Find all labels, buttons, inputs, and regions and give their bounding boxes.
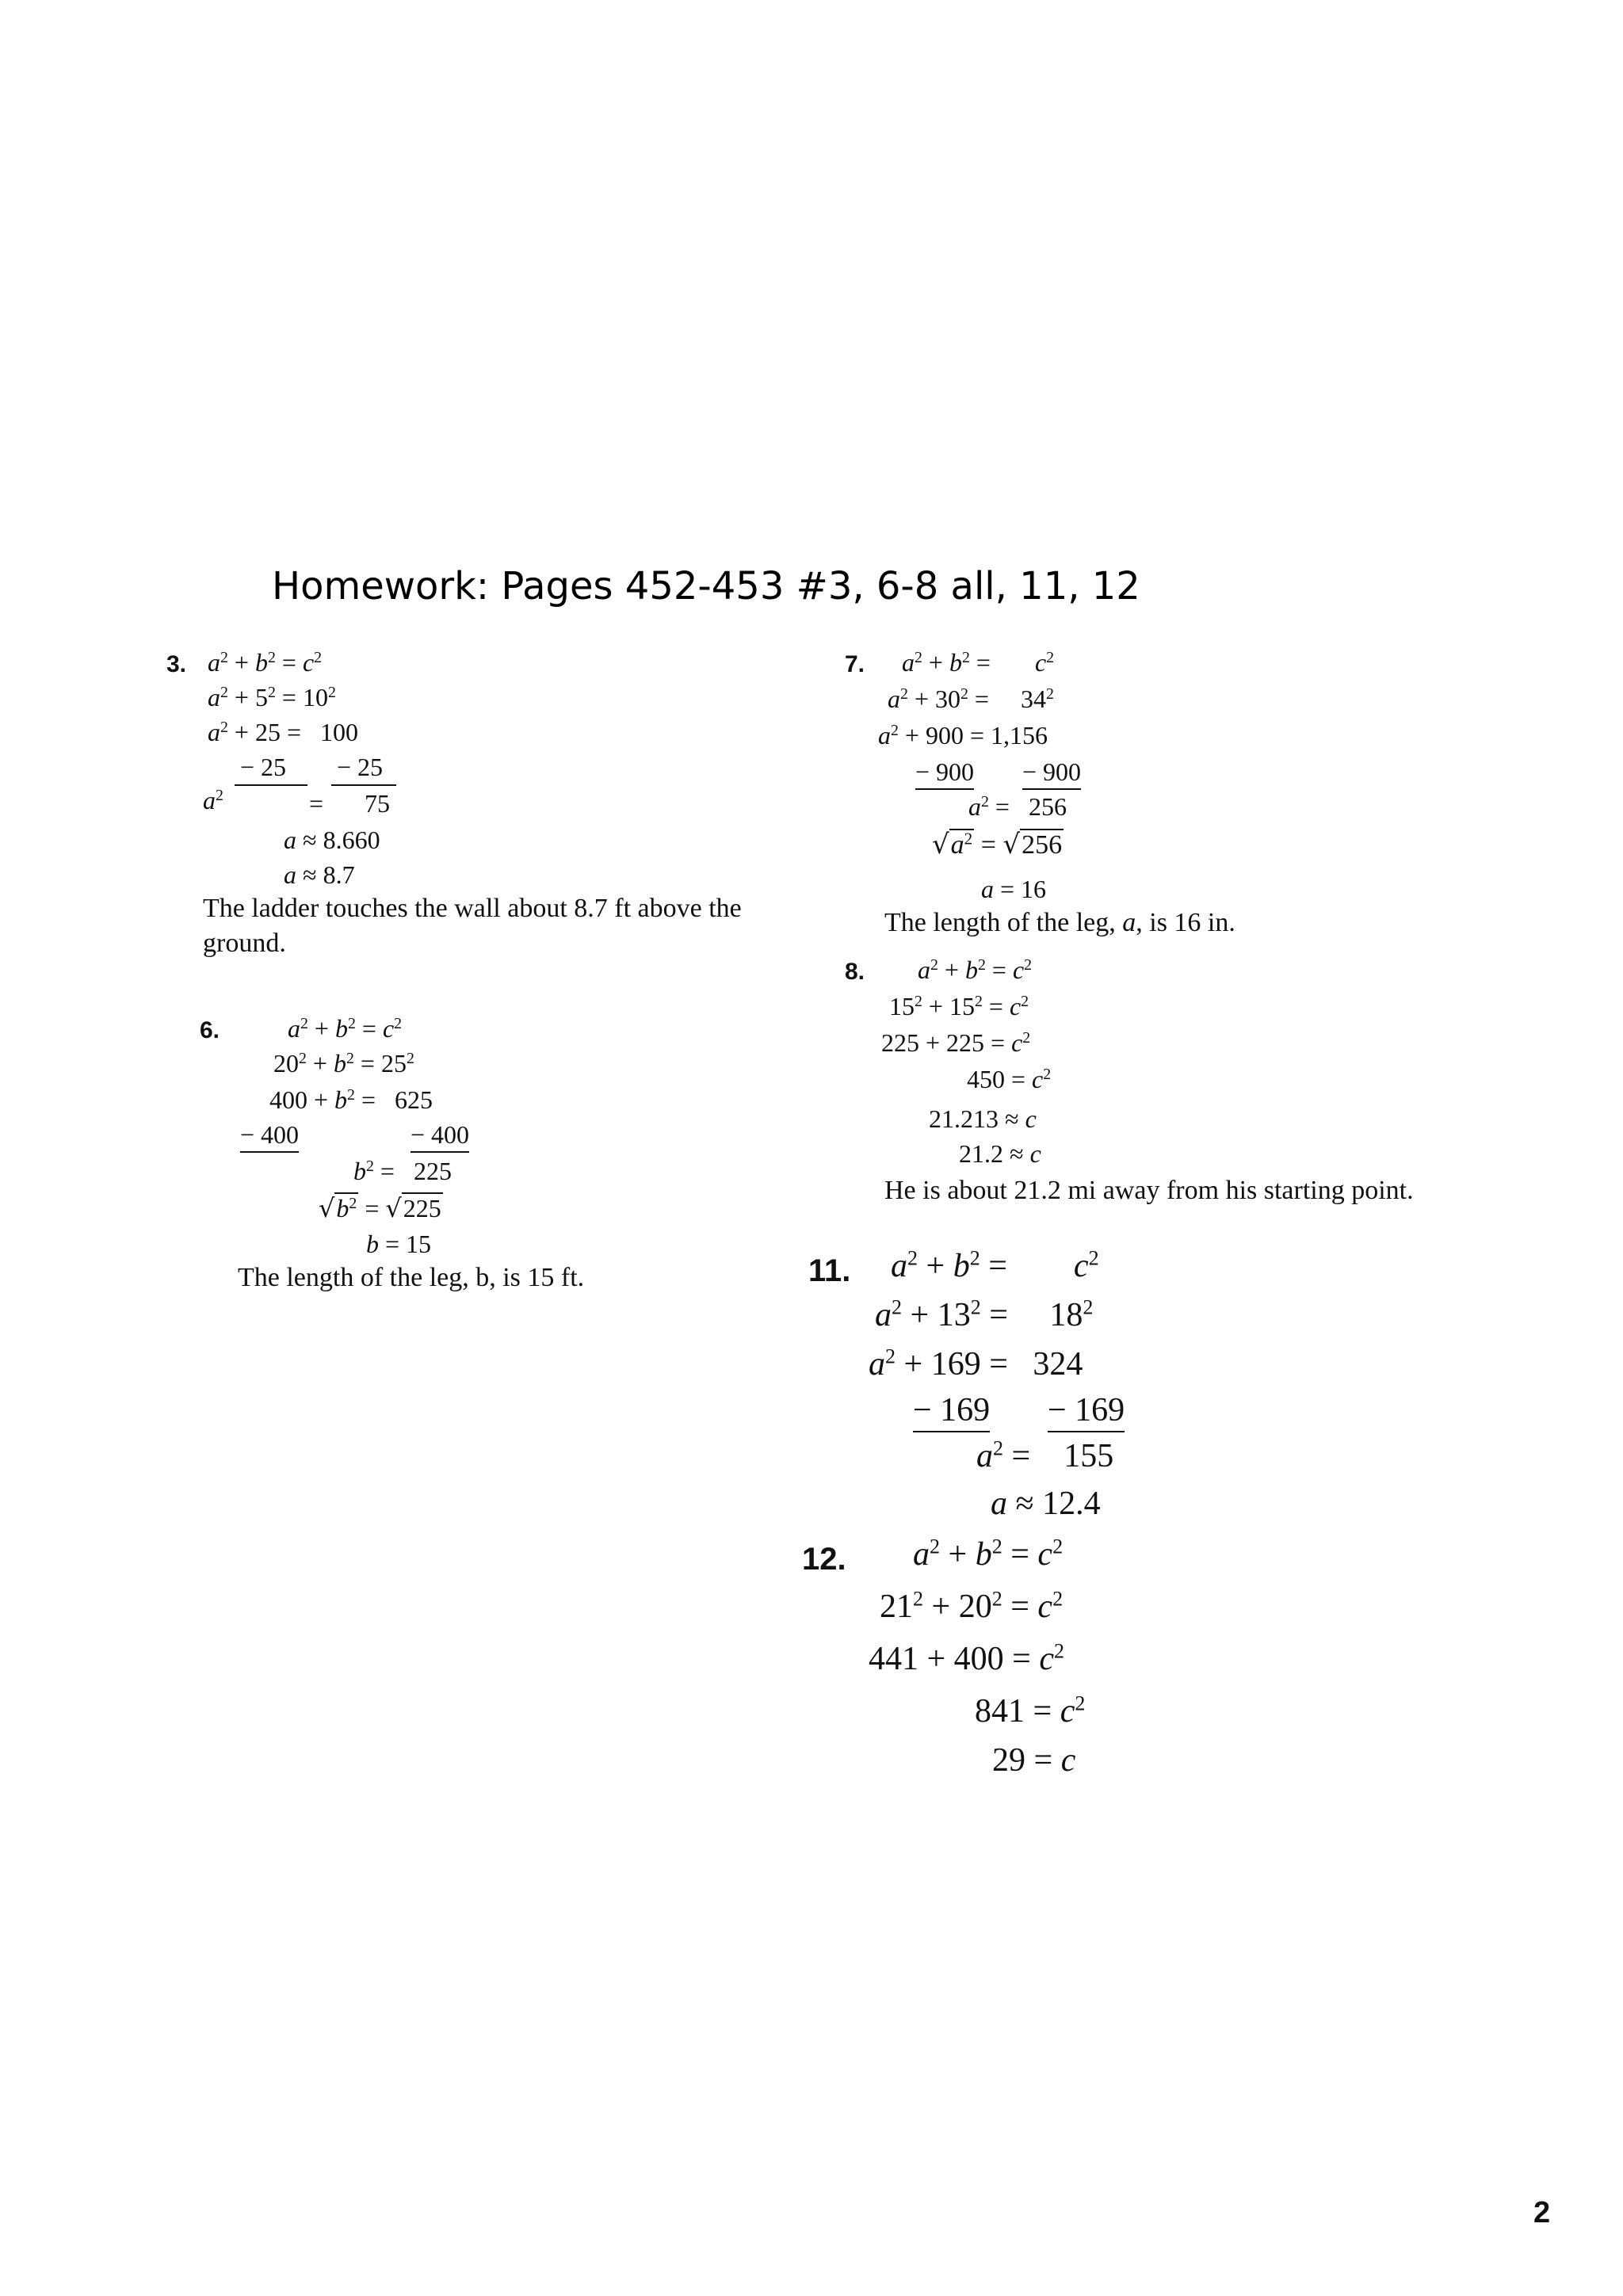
p11-approx-value: 12.4 xyxy=(1042,1486,1101,1522)
p3-rule-right xyxy=(331,784,396,786)
p3-subtract-left: − 25 xyxy=(240,753,287,781)
p7-a-squared: $a^2 = 256$ xyxy=(968,792,1067,821)
p3-value-75: 75 xyxy=(365,789,390,818)
p12-equation-1: $a^2 + b^2 = c^2$ xyxy=(913,1535,1064,1573)
p6-sqrt-left: $√b^2$ xyxy=(319,1193,357,1223)
p6-value-225: 225 xyxy=(413,1157,452,1185)
p6-subtract-right-text: − 400 xyxy=(411,1120,469,1153)
p3-approx-1: a ≈ 8.660 xyxy=(284,826,380,854)
p6-equation-3: $400 + b^2 = 625$ xyxy=(269,1085,433,1114)
problem-8-number: 8. xyxy=(845,959,865,985)
p3-sentence-line-1: The ladder touches the wall about 8.7 ft above the xyxy=(203,894,742,923)
p6-sqrt-right: √225 xyxy=(385,1193,441,1223)
p7-equation-3: $a^2 + 900 = 1,156$ xyxy=(878,721,1048,749)
p7-equation-2: $a^2 + 30^2$ = $34^2$ xyxy=(888,685,1054,713)
p12-equation-4: $841 = c^2$ xyxy=(975,1691,1086,1730)
p3-equation-2: $a^2 + 5^2 = 10^2$ xyxy=(208,683,336,711)
p3-subtract-right: − 25 xyxy=(337,753,384,781)
p11-equation-2: $a^2 + 13^2$ = $18^2$ xyxy=(875,1295,1094,1333)
p12-equation-3: $441 + 400 = c^2$ xyxy=(869,1639,1065,1677)
p11-equation-1: $a^2 + b^2$ = $c^2$ xyxy=(891,1246,1099,1284)
problem-3-number: 3. xyxy=(166,651,187,677)
p12-result-value: 29 xyxy=(992,1742,1025,1779)
p3-approx-1-value: 8.660 xyxy=(323,826,380,854)
p7-subtract-right-text: − 900 xyxy=(1022,757,1081,790)
p8-approx-1: 21.213 ≈ c xyxy=(929,1104,1037,1133)
p8-value-450: 450 xyxy=(967,1065,1005,1093)
p3-sentence-line-2: ground. xyxy=(203,929,286,958)
p12-equation-2: $21^2 + 20^2 = c^2$ xyxy=(880,1587,1064,1625)
p11-value-324: 324 xyxy=(1033,1346,1083,1383)
p8-equation-2: $15^2 + 15^2 = c^2$ xyxy=(889,992,1029,1020)
page-number: 2 xyxy=(1533,2196,1551,2229)
p7-subtract-right xyxy=(1022,757,1081,790)
p6-value-625: 625 xyxy=(395,1085,433,1114)
problem-6-number: 6. xyxy=(200,1017,220,1043)
p7-sentence: The length of the leg, a, is 16 in. xyxy=(884,908,1235,937)
p8-sentence: He is about 21.2 mi away from his starting point. xyxy=(884,1176,1414,1205)
p7-result: a = 16 xyxy=(981,875,1047,903)
p6-subtract-right xyxy=(411,1120,469,1153)
p6-equation-1: $a^2 + b^2 = c^2$ xyxy=(288,1014,403,1043)
p8-equation-4: $450 = c^2$ xyxy=(967,1065,1052,1093)
p8-equation-1: $a^2 + b^2 = c^2$ xyxy=(918,955,1033,984)
p8-equation-3: $225 + 225 = c^2$ xyxy=(881,1028,1031,1057)
p11-subtract-left xyxy=(913,1391,990,1432)
p3-approx-2-value: 8.7 xyxy=(323,860,355,889)
p11-subtract-left-text: − 169 xyxy=(913,1391,990,1432)
p11-subtract-right xyxy=(1048,1391,1125,1432)
p8-approx-2-value: 21.2 xyxy=(959,1139,1003,1168)
p12-value-841: 841 xyxy=(975,1693,1025,1730)
problem-7-number: 7. xyxy=(845,651,865,677)
p6-equation-2: $20^2 + b^2 = 25^2$ xyxy=(273,1049,414,1077)
p3-equation-1: $a^2 + b^2 = c^2$ xyxy=(208,648,323,677)
p7-equation-1: $a^2 + b^2$ = $c^2$ xyxy=(902,648,1055,677)
p12-result: 29 = c xyxy=(992,1742,1076,1779)
p6-sqrt-line: $√b^2 = √225$ xyxy=(319,1193,441,1223)
problem-12-number: 12. xyxy=(802,1542,846,1577)
p7-value-1156: 1,156 xyxy=(991,721,1048,749)
p3-approx-2: a ≈ 8.7 xyxy=(284,860,355,889)
p7-sqrt-right: √256 xyxy=(1002,829,1063,860)
p3-a-squared: $a^2$ xyxy=(203,786,223,814)
p3-equation-3: $a^2 + 25 = 100$ xyxy=(208,718,359,746)
p11-subtract-right-text: − 169 xyxy=(1048,1391,1125,1432)
p11-value-155: 155 xyxy=(1064,1438,1114,1474)
p3-value-100: 100 xyxy=(320,718,359,746)
p7-result-value: 16 xyxy=(1021,875,1047,903)
p7-subtract-left xyxy=(915,757,974,790)
p6-result-value: 15 xyxy=(406,1230,432,1258)
p6-subtract-left-text: − 400 xyxy=(240,1120,299,1153)
p6-result: b = 15 xyxy=(366,1230,432,1258)
p11-approx: a ≈ 12.4 xyxy=(991,1486,1101,1522)
p11-equation-3: $a^2 + 169 = 324$ xyxy=(869,1344,1083,1383)
problem-11-number: 11. xyxy=(808,1253,851,1288)
p7-sqrt-line: $√a^2 = √256$ xyxy=(932,829,1063,860)
p3-rule-left xyxy=(235,784,307,786)
p7-value-256: 256 xyxy=(1028,792,1067,821)
p7-subtract-left-text: − 900 xyxy=(915,757,974,790)
p7-sqrt-left: $√a^2$ xyxy=(932,829,973,860)
p11-a-squared: $a^2$ = 155 xyxy=(976,1436,1114,1474)
p6-sentence: The length of the leg, b, is 15 ft. xyxy=(238,1263,585,1292)
p6-subtract-left xyxy=(240,1120,299,1153)
p8-approx-1-value: 21.213 xyxy=(929,1104,999,1133)
homework-heading: Homework: Pages 452-453 #3, 6-8 all, 11, 12 xyxy=(272,564,1140,608)
p8-approx-2: 21.2 ≈ c xyxy=(959,1139,1041,1168)
p6-b-squared: $b^2 = 225$ xyxy=(353,1157,452,1185)
p3-equals: = xyxy=(309,789,324,818)
